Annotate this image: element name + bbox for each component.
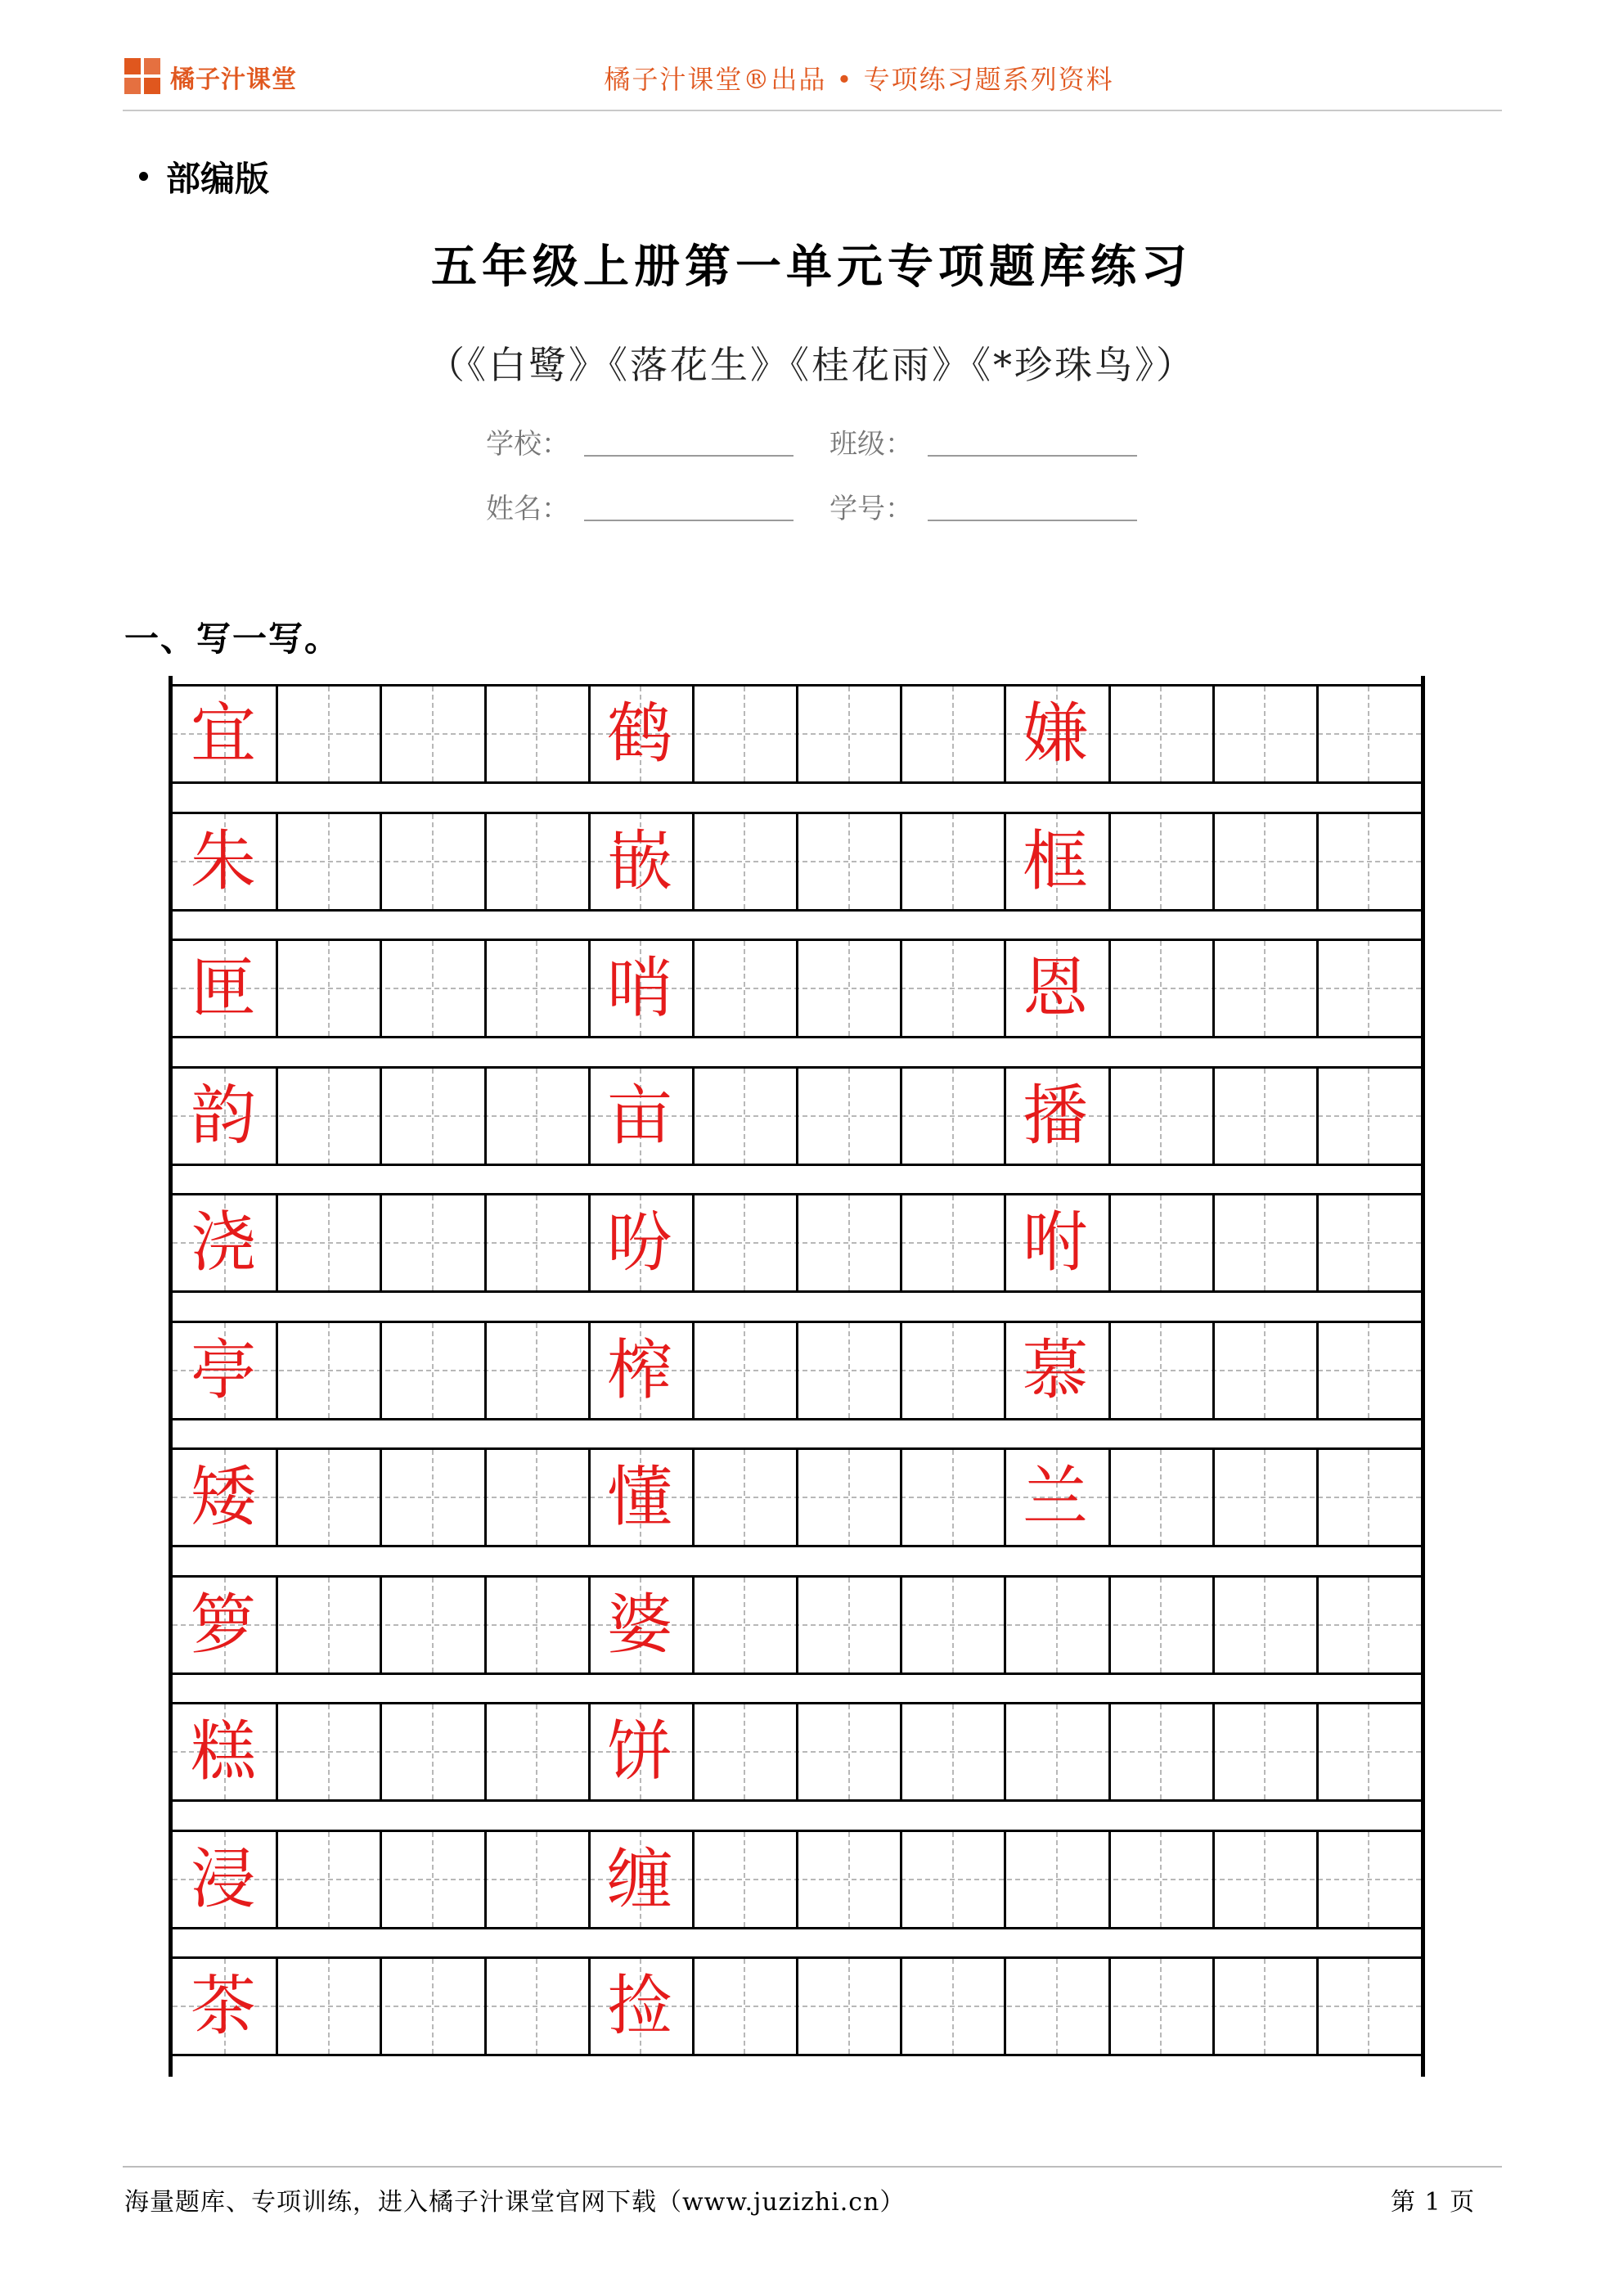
number-label: 学号： bbox=[829, 493, 913, 525]
cell-guide-line bbox=[1368, 814, 1369, 909]
cell-divider bbox=[1108, 812, 1111, 912]
cell-guide-line bbox=[744, 1323, 745, 1418]
cell-divider bbox=[692, 939, 695, 1038]
cell-divider bbox=[692, 1447, 695, 1547]
practice-character: 嫌 bbox=[1023, 696, 1088, 772]
cell-guide-line bbox=[1160, 814, 1162, 909]
cell-divider bbox=[796, 1956, 798, 2056]
logo-grid-icon bbox=[124, 58, 162, 96]
cell-guide-line bbox=[1264, 1704, 1266, 1799]
cell-divider bbox=[380, 812, 382, 912]
grid-row bbox=[173, 1956, 1421, 2056]
cell-divider bbox=[1316, 1193, 1319, 1293]
cell-divider bbox=[692, 1956, 695, 2056]
cell-divider bbox=[1004, 1830, 1006, 1929]
cell-guide-line bbox=[744, 1578, 745, 1672]
cell-guide-line bbox=[1056, 1578, 1058, 1672]
cell-divider bbox=[380, 1702, 382, 1802]
cell-divider bbox=[484, 1193, 487, 1293]
section-heading: 一、写一写。 bbox=[124, 619, 341, 659]
grid-row bbox=[173, 1321, 1421, 1420]
cell-guide-line bbox=[1160, 1704, 1162, 1799]
cell-divider bbox=[1212, 939, 1215, 1038]
cell-divider bbox=[796, 1193, 798, 1293]
page-subtitle: （《白鹭》《落花生》《桂花雨》《*珍珠鸟》） bbox=[427, 343, 1196, 387]
cell-divider bbox=[900, 1321, 902, 1420]
header-title: 橘子汁课堂®出品 • 专项练习题系列资料 bbox=[604, 64, 1114, 95]
grid-row bbox=[173, 812, 1421, 912]
practice-character: 吩 bbox=[607, 1204, 672, 1281]
grid-row bbox=[173, 1447, 1421, 1547]
cell-guide-line bbox=[1368, 1069, 1369, 1164]
cell-divider bbox=[380, 1956, 382, 2056]
cell-divider bbox=[276, 1702, 278, 1802]
cell-divider bbox=[484, 1066, 487, 1166]
practice-character: 咐 bbox=[1023, 1204, 1088, 1281]
cell-guide-line bbox=[1264, 1450, 1266, 1545]
cell-divider bbox=[900, 1702, 902, 1802]
cell-divider bbox=[692, 1321, 695, 1420]
cell-guide-line bbox=[1056, 1832, 1058, 1927]
cell-guide-line bbox=[328, 1450, 330, 1545]
cell-guide-line bbox=[744, 1959, 745, 2054]
cell-divider bbox=[1108, 1066, 1111, 1166]
cell-guide-line bbox=[1160, 1450, 1162, 1545]
cell-divider bbox=[484, 1447, 487, 1547]
cell-guide-line bbox=[432, 1704, 434, 1799]
cell-divider bbox=[900, 1447, 902, 1547]
cell-guide-line bbox=[1264, 1959, 1266, 2054]
cell-guide-line bbox=[536, 1578, 537, 1672]
cell-guide-line bbox=[1368, 1704, 1369, 1799]
cell-guide-line bbox=[1160, 687, 1162, 781]
grid-row bbox=[173, 1830, 1421, 1929]
cell-guide-line bbox=[744, 1069, 745, 1164]
cell-divider bbox=[380, 1321, 382, 1420]
cell-guide-line bbox=[1368, 1323, 1369, 1418]
cell-guide-line bbox=[1264, 1069, 1266, 1164]
footer-divider bbox=[123, 2166, 1502, 2168]
cell-guide-line bbox=[744, 814, 745, 909]
cell-guide-line bbox=[952, 1323, 954, 1418]
number-field[interactable] bbox=[928, 520, 1137, 521]
cell-divider bbox=[380, 684, 382, 784]
cell-guide-line bbox=[536, 1195, 537, 1290]
cell-divider bbox=[1212, 812, 1215, 912]
cell-guide-line bbox=[536, 687, 537, 781]
cell-divider bbox=[1108, 1575, 1111, 1675]
cell-guide-line bbox=[952, 941, 954, 1036]
cell-guide-line bbox=[328, 1832, 330, 1927]
cell-divider bbox=[796, 1321, 798, 1420]
page-number: 第 1 页 bbox=[1391, 2188, 1476, 2217]
cell-divider bbox=[380, 1447, 382, 1547]
cell-divider bbox=[1108, 1956, 1111, 2056]
cell-divider bbox=[1108, 939, 1111, 1038]
practice-character: 框 bbox=[1023, 823, 1088, 899]
cell-guide-line bbox=[952, 1704, 954, 1799]
cell-guide-line bbox=[328, 1959, 330, 2054]
practice-character: 捡 bbox=[607, 1968, 672, 2044]
cell-divider bbox=[1212, 1830, 1215, 1929]
cell-divider bbox=[796, 1575, 798, 1675]
cell-guide-line bbox=[848, 1069, 850, 1164]
cell-divider bbox=[1212, 1321, 1215, 1420]
cell-guide-line bbox=[952, 1959, 954, 2054]
cell-divider bbox=[796, 684, 798, 784]
cell-divider bbox=[276, 1575, 278, 1675]
cell-guide-line bbox=[744, 1832, 745, 1927]
cell-guide-line bbox=[1160, 941, 1162, 1036]
cell-guide-line bbox=[848, 1578, 850, 1672]
cell-divider bbox=[1316, 684, 1319, 784]
practice-character: 播 bbox=[1023, 1078, 1088, 1154]
practice-character: 浇 bbox=[191, 1204, 256, 1281]
school-field[interactable] bbox=[584, 455, 794, 457]
cell-guide-line bbox=[1368, 1832, 1369, 1927]
cell-divider bbox=[276, 1066, 278, 1166]
cell-divider bbox=[1212, 1193, 1215, 1293]
cell-divider bbox=[692, 1702, 695, 1802]
practice-character: 宜 bbox=[191, 696, 256, 772]
cell-divider bbox=[1316, 1066, 1319, 1166]
cell-guide-line bbox=[1056, 1704, 1058, 1799]
cell-divider bbox=[1316, 812, 1319, 912]
class-field[interactable] bbox=[928, 455, 1137, 457]
cell-guide-line bbox=[432, 941, 434, 1036]
practice-character: 糕 bbox=[191, 1713, 256, 1790]
name-label: 姓名： bbox=[486, 493, 569, 525]
cell-guide-line bbox=[744, 1704, 745, 1799]
practice-character: 婆 bbox=[607, 1587, 672, 1663]
cell-divider bbox=[276, 1830, 278, 1929]
cell-guide-line bbox=[848, 1195, 850, 1290]
cell-divider bbox=[276, 939, 278, 1038]
practice-character: 矮 bbox=[191, 1459, 256, 1535]
cell-divider bbox=[1108, 1193, 1111, 1293]
cell-guide-line bbox=[1264, 941, 1266, 1036]
practice-character: 嵌 bbox=[607, 823, 672, 899]
cell-guide-line bbox=[848, 1704, 850, 1799]
cell-divider bbox=[796, 1447, 798, 1547]
cell-divider bbox=[692, 1575, 695, 1675]
cell-guide-line bbox=[1264, 1195, 1266, 1290]
grid-row bbox=[173, 939, 1421, 1038]
cell-divider bbox=[276, 1956, 278, 2056]
practice-character: 朱 bbox=[191, 823, 256, 899]
cell-divider bbox=[380, 1066, 382, 1166]
cell-guide-line bbox=[848, 1323, 850, 1418]
cell-divider bbox=[900, 1575, 902, 1675]
bullet-icon bbox=[139, 172, 148, 181]
cell-divider bbox=[1316, 1956, 1319, 2056]
practice-character: 箩 bbox=[191, 1587, 256, 1663]
cell-guide-line bbox=[952, 1578, 954, 1672]
cell-divider bbox=[796, 1830, 798, 1929]
cell-guide-line bbox=[952, 687, 954, 781]
cell-divider bbox=[380, 1575, 382, 1675]
cell-divider bbox=[900, 1066, 902, 1166]
cell-divider bbox=[1108, 1447, 1111, 1547]
cell-guide-line bbox=[328, 1323, 330, 1418]
cell-divider bbox=[1108, 1830, 1111, 1929]
cell-divider bbox=[1212, 1066, 1215, 1166]
cell-guide-line bbox=[1368, 1450, 1369, 1545]
cell-divider bbox=[1212, 684, 1215, 784]
edition-label bbox=[139, 152, 269, 201]
cell-divider bbox=[276, 684, 278, 784]
cell-divider bbox=[1004, 1575, 1006, 1675]
cell-guide-line bbox=[536, 1959, 537, 2054]
cell-guide-line bbox=[328, 814, 330, 909]
cell-guide-line bbox=[1368, 687, 1369, 781]
cell-divider bbox=[900, 939, 902, 1038]
cell-guide-line bbox=[952, 1195, 954, 1290]
cell-guide-line bbox=[1056, 1959, 1058, 2054]
grid-row bbox=[173, 1575, 1421, 1675]
cell-guide-line bbox=[328, 1069, 330, 1164]
cell-guide-line bbox=[536, 1323, 537, 1418]
cell-guide-line bbox=[1368, 1195, 1369, 1290]
cell-divider bbox=[900, 1193, 902, 1293]
practice-character: 缠 bbox=[607, 1841, 672, 1917]
cell-guide-line bbox=[1264, 1832, 1266, 1927]
cell-guide-line bbox=[848, 1832, 850, 1927]
cell-guide-line bbox=[536, 814, 537, 909]
practice-character: 鹤 bbox=[607, 696, 672, 772]
cell-divider bbox=[900, 1830, 902, 1929]
cell-divider bbox=[1108, 1321, 1111, 1420]
cell-divider bbox=[484, 1956, 487, 2056]
cell-guide-line bbox=[432, 1832, 434, 1927]
school-label: 学校： bbox=[486, 428, 569, 461]
practice-character: 恩 bbox=[1023, 950, 1088, 1026]
cell-divider bbox=[900, 684, 902, 784]
cell-divider bbox=[1108, 1702, 1111, 1802]
cell-divider bbox=[796, 1066, 798, 1166]
cell-guide-line bbox=[536, 1704, 537, 1799]
cell-guide-line bbox=[536, 1069, 537, 1164]
practice-character: 慕 bbox=[1023, 1332, 1088, 1408]
cell-guide-line bbox=[1160, 1832, 1162, 1927]
cell-divider bbox=[380, 1830, 382, 1929]
cell-divider bbox=[1316, 1321, 1319, 1420]
practice-character: 茶 bbox=[191, 1968, 256, 2044]
practice-character: 亩 bbox=[607, 1078, 672, 1154]
cell-guide-line bbox=[952, 1069, 954, 1164]
cell-guide-line bbox=[432, 1450, 434, 1545]
cell-guide-line bbox=[328, 941, 330, 1036]
footer-text: 海量题库、专项训练，进入橘子汁课堂官网下载（www.juzizhi.cn） bbox=[124, 2188, 906, 2217]
cell-divider bbox=[1212, 1575, 1215, 1675]
cell-divider bbox=[276, 1321, 278, 1420]
grid-row bbox=[173, 684, 1421, 784]
cell-guide-line bbox=[1160, 1069, 1162, 1164]
cell-divider bbox=[484, 1575, 487, 1675]
practice-character: 韵 bbox=[191, 1078, 256, 1154]
practice-character: 亭 bbox=[191, 1332, 256, 1408]
cell-divider bbox=[1316, 1575, 1319, 1675]
cell-divider bbox=[276, 812, 278, 912]
cell-divider bbox=[484, 1321, 487, 1420]
cell-guide-line bbox=[1368, 941, 1369, 1036]
practice-character: 饼 bbox=[607, 1713, 672, 1790]
cell-divider bbox=[796, 812, 798, 912]
brand-name: 橘子汁课堂 bbox=[170, 65, 297, 94]
cell-divider bbox=[692, 1193, 695, 1293]
cell-guide-line bbox=[328, 1578, 330, 1672]
header-divider bbox=[123, 110, 1502, 111]
cell-divider bbox=[1004, 1702, 1006, 1802]
practice-character: 匣 bbox=[191, 950, 256, 1026]
cell-guide-line bbox=[1368, 1578, 1369, 1672]
cell-divider bbox=[1316, 1702, 1319, 1802]
cell-guide-line bbox=[848, 1450, 850, 1545]
grid-row bbox=[173, 1702, 1421, 1802]
cell-guide-line bbox=[848, 687, 850, 781]
cell-divider bbox=[900, 812, 902, 912]
cell-divider bbox=[380, 1193, 382, 1293]
cell-divider bbox=[484, 1830, 487, 1929]
cell-guide-line bbox=[432, 687, 434, 781]
cell-divider bbox=[1108, 684, 1111, 784]
cell-guide-line bbox=[1160, 1323, 1162, 1418]
cell-guide-line bbox=[328, 1704, 330, 1799]
cell-guide-line bbox=[1160, 1578, 1162, 1672]
cell-guide-line bbox=[1368, 1959, 1369, 2054]
cell-guide-line bbox=[328, 1195, 330, 1290]
cell-guide-line bbox=[848, 1959, 850, 2054]
cell-guide-line bbox=[432, 1578, 434, 1672]
cell-guide-line bbox=[1264, 1578, 1266, 1672]
cell-guide-line bbox=[952, 1832, 954, 1927]
cell-guide-line bbox=[432, 814, 434, 909]
cell-guide-line bbox=[1264, 1323, 1266, 1418]
cell-divider bbox=[484, 939, 487, 1038]
cell-divider bbox=[692, 1830, 695, 1929]
cell-divider bbox=[692, 1066, 695, 1166]
practice-character: 懂 bbox=[607, 1459, 672, 1535]
cell-guide-line bbox=[848, 814, 850, 909]
cell-guide-line bbox=[432, 1323, 434, 1418]
cell-guide-line bbox=[536, 1832, 537, 1927]
grid-right-border bbox=[1421, 676, 1425, 2077]
cell-divider bbox=[796, 939, 798, 1038]
grid-row bbox=[173, 1193, 1421, 1293]
cell-guide-line bbox=[432, 1195, 434, 1290]
name-field[interactable] bbox=[584, 520, 794, 521]
cell-guide-line bbox=[536, 941, 537, 1036]
cell-divider bbox=[692, 812, 695, 912]
cell-guide-line bbox=[744, 687, 745, 781]
cell-divider bbox=[484, 812, 487, 912]
cell-divider bbox=[1316, 1830, 1319, 1929]
cell-guide-line bbox=[744, 941, 745, 1036]
practice-character: 哨 bbox=[607, 950, 672, 1026]
cell-guide-line bbox=[328, 687, 330, 781]
cell-divider bbox=[1316, 1447, 1319, 1547]
cell-guide-line bbox=[1160, 1959, 1162, 2054]
cell-divider bbox=[1212, 1956, 1215, 2056]
cell-divider bbox=[1316, 939, 1319, 1038]
cell-guide-line bbox=[1264, 687, 1266, 781]
cell-guide-line bbox=[952, 814, 954, 909]
cell-divider bbox=[380, 939, 382, 1038]
cell-guide-line bbox=[536, 1450, 537, 1545]
grid-row bbox=[173, 1066, 1421, 1166]
cell-guide-line bbox=[848, 941, 850, 1036]
practice-character: 兰 bbox=[1023, 1459, 1088, 1535]
cell-guide-line bbox=[744, 1195, 745, 1290]
cell-guide-line bbox=[1160, 1195, 1162, 1290]
cell-divider bbox=[1004, 1956, 1006, 2056]
class-label: 班级： bbox=[829, 428, 913, 461]
cell-guide-line bbox=[432, 1069, 434, 1164]
cell-guide-line bbox=[1264, 814, 1266, 909]
cell-guide-line bbox=[952, 1450, 954, 1545]
cell-guide-line bbox=[432, 1959, 434, 2054]
edition-text: 部编版 bbox=[166, 159, 270, 199]
cell-divider bbox=[1212, 1702, 1215, 1802]
practice-character: 浸 bbox=[191, 1841, 256, 1917]
cell-divider bbox=[692, 684, 695, 784]
brand-logo bbox=[124, 54, 306, 100]
page-title: 五年级上册第一单元专项题库练习 bbox=[431, 240, 1192, 294]
cell-divider bbox=[276, 1193, 278, 1293]
cell-divider bbox=[276, 1447, 278, 1547]
cell-divider bbox=[484, 1702, 487, 1802]
practice-character: 榨 bbox=[607, 1332, 672, 1408]
cell-divider bbox=[900, 1956, 902, 2056]
cell-guide-line bbox=[744, 1450, 745, 1545]
cell-divider bbox=[1212, 1447, 1215, 1547]
cell-divider bbox=[796, 1702, 798, 1802]
cell-divider bbox=[484, 684, 487, 784]
